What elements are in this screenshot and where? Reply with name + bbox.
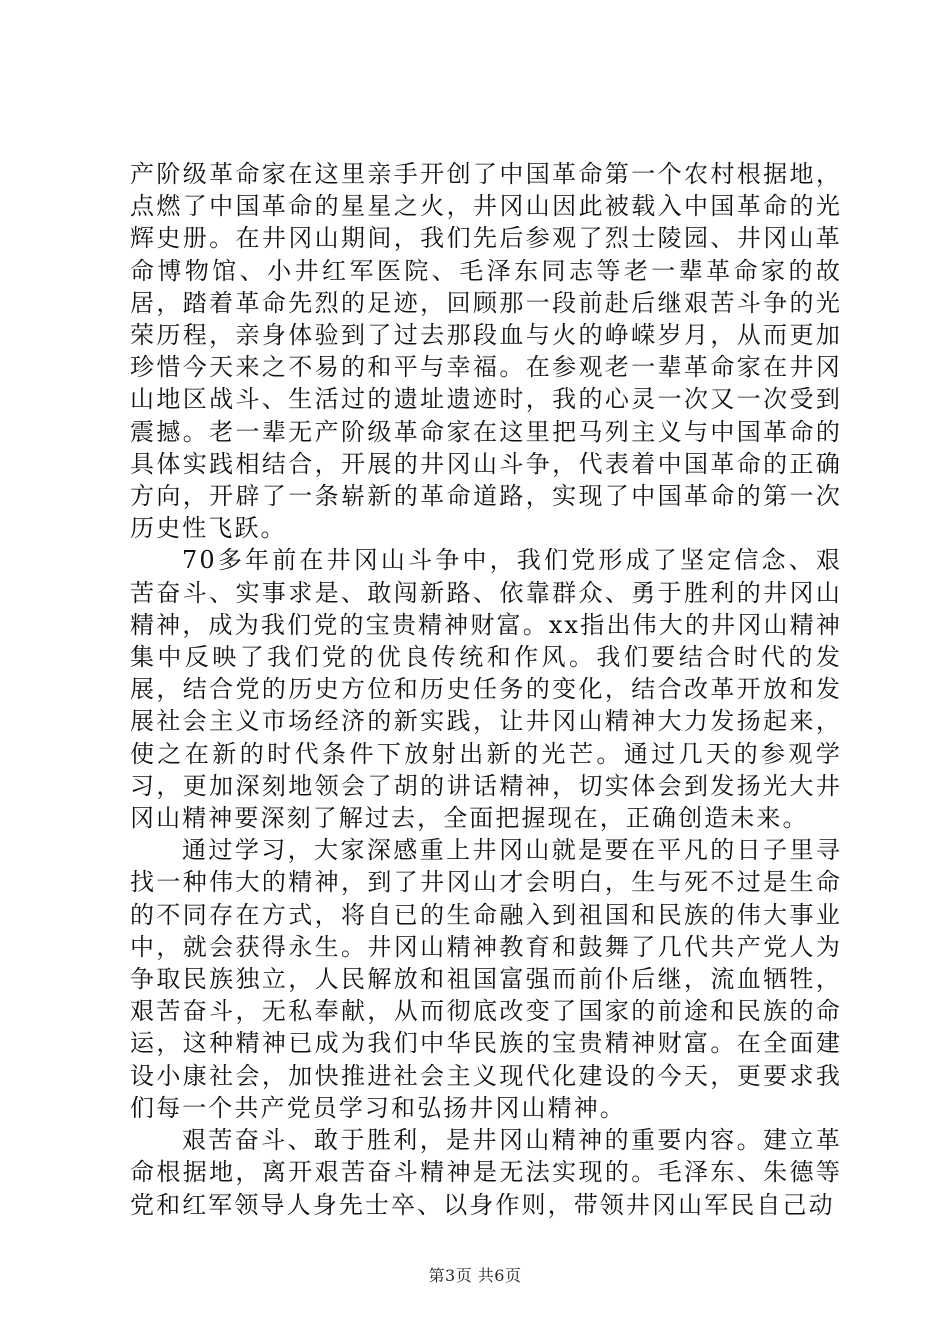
paragraph-4: 艰苦奋斗、敢于胜利，是井冈山精神的重要内容。建立革命根据地，离开艰苦奋斗精神是无法实现的。毛泽东、朱德等党和红军领导人身先士卒、以身作则，带领井冈山军民自己动	[130, 1126, 842, 1219]
page-footer: 第3页 共6页	[428, 1266, 522, 1285]
document-body	[130, 158, 842, 1221]
paragraph-1: 产阶级革命家在这里亲手开创了中国革命第一个农村根据地，点燃了中国革命的星星之火，井冈山因此被载入中国革命的光辉史册。在井冈山期间，我们先后参观了烈士陵园、井冈山革命博物馆、小井红军医院、毛泽东同志等老一辈革命家的故居，踏着革命先烈的足迹，回顾那一段前赴后继艰苦斗争的光荣历程，亲身体验到了过去那段血与火的峥嵘岁月，从而更加珍惜今天来之不易的和平与幸福。在参观老一辈革命家在井冈山地区战斗、生活过的遗址遗迹时，我的心灵一次又一次受到震撼。老一辈无产阶级革命家在这里把马列主义与中国革命的具体实践相结合，开展的井冈山斗争，代表着中国革命的正确方向，开辟了一条崭新的革命道路，实现了中国革命的第一次历史性飞跃。	[130, 160, 842, 543]
paragraph-3: 通过学习，大家深感重上井冈山就是要在平凡的日子里寻找一种伟大的精神，到了井冈山才会明白，生与死不过是生命的不同存在方式，将自已的生命融入到祖国和民族的伟大事业中，就会获得永生。井冈山精神教育和鼓舞了几代共产党人为争取民族独立，人民解放和祖国富强而前仆后继，流血牺牲，艰苦奋斗，无私奉献，从而彻底改变了国家的前途和民族的命运，这种精神已成为我们中华民族的宝贵精神财富。在全面建设小康社会，加快推进社会主义现代化建设的今天，更要求我们每一个共产党员学习和弘扬井冈山精神。	[130, 836, 842, 1122]
paragraph-2: 70多年前在井冈山斗争中，我们党形成了坚定信念、艰苦奋斗、实事求是、敢闯新路、依靠群众、勇于胜利的井冈山精神，成为我们党的宝贵精神财富。xx指出伟大的井冈山精神集中反映了我们党的优良传统和作风。我们要结合时代的发展，结合党的历史方位和历史任务的变化，结合改革开放和发展社会主义市场经济的新实践，让井冈山精神大力发扬起来，使之在新的时代条件下放射出新的光芒。通过几天的参观学习，更加深刻地领会了胡的讲话精神，切实体会到发扬光大井冈山精神要深刻了解过去，全面把握现在，正确创造未来。	[130, 546, 842, 833]
